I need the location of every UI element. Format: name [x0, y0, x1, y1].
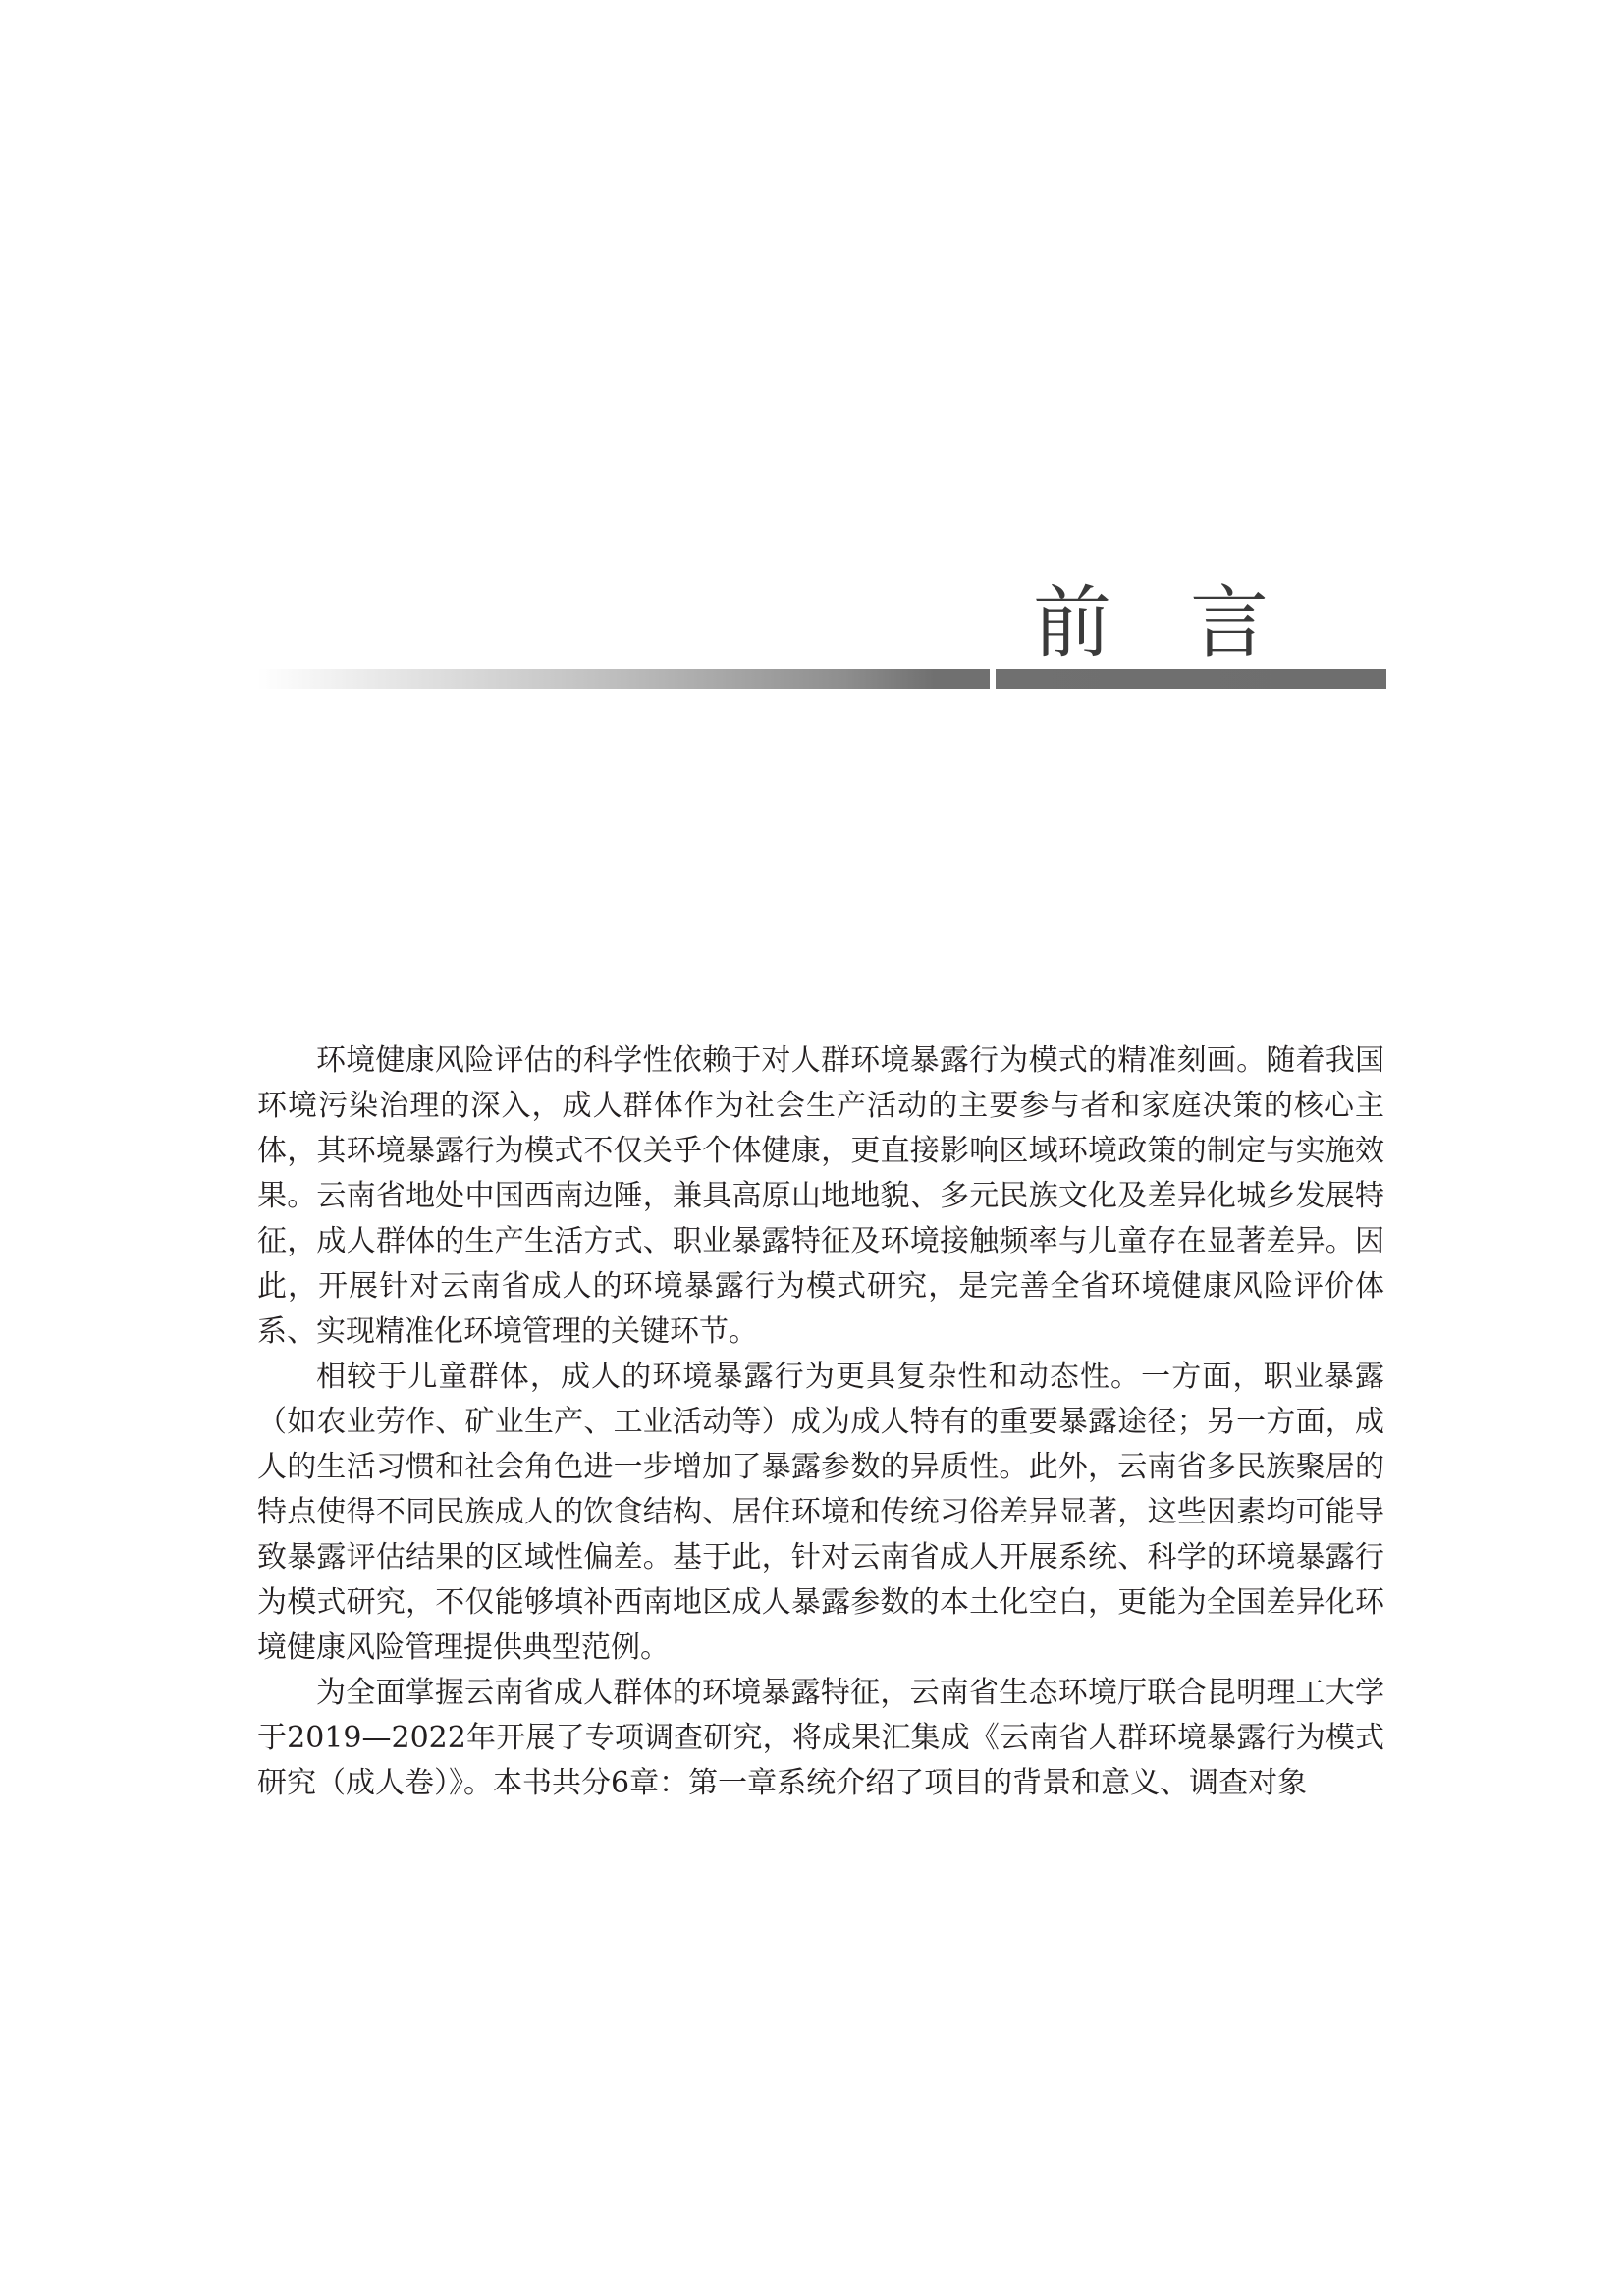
heading-rule-divider	[990, 579, 996, 689]
chapter-heading	[257, 579, 1386, 692]
paragraph: 相较于儿童群体，成人的环境暴露行为更具复杂性和动态性。一方面，职业暴露（如农业劳作、矿业生产、工业活动等）成为成人特有的重要暴露途径；另一方面，成人的生活习惯和社会角色进一步增加了暴露参数的异质性。此外，云南省多民族聚居的特点使得不同民族成人的饮食结构、居住环境和传统习俗差异显著，这些因素均可能导致暴露评估结果的区域性偏差。基于此，针对云南省成人开展系统、科学的环境暴露行为模式研究，不仅能够填补西南地区成人暴露参数的本土化空白，更能为全国差异化环境健康风险管理提供典型范例。	[257, 1360, 1384, 1665]
heading-gradient-rule	[257, 669, 1386, 689]
paragraph: 为全面掌握云南省成人群体的环境暴露特征，云南省生态环境厅联合昆明理工大学于2019—2022年开展了专项调查研究，将成果汇集成《云南省人群环境暴露行为模式研究（成人卷）》。本书共分6章：第一章系统介绍了项目的背景和意义、调查对象	[257, 1676, 1384, 1800]
preface-body	[257, 1039, 1384, 1806]
page-title: 前言	[1033, 577, 1347, 668]
paragraph: 环境健康风险评估的科学性依赖于对人群环境暴露行为模式的精准刻画。随着我国环境污染治理的深入，成人群体作为社会生产活动的主要参与者和家庭决策的核心主体，其环境暴露行为模式不仅关乎个体健康，更直接影响区域环境政策的制定与实施效果。云南省地处中国西南边陲，兼具高原山地地貌、多元民族文化及差异化城乡发展特征，成人群体的生产生活方式、职业暴露特征及环境接触频率与儿童存在显著差异。因此，开展针对云南省成人的环境暴露行为模式研究，是完善全省环境健康风险评价体系、实现精准化环境管理的关键环节。	[257, 1043, 1384, 1349]
